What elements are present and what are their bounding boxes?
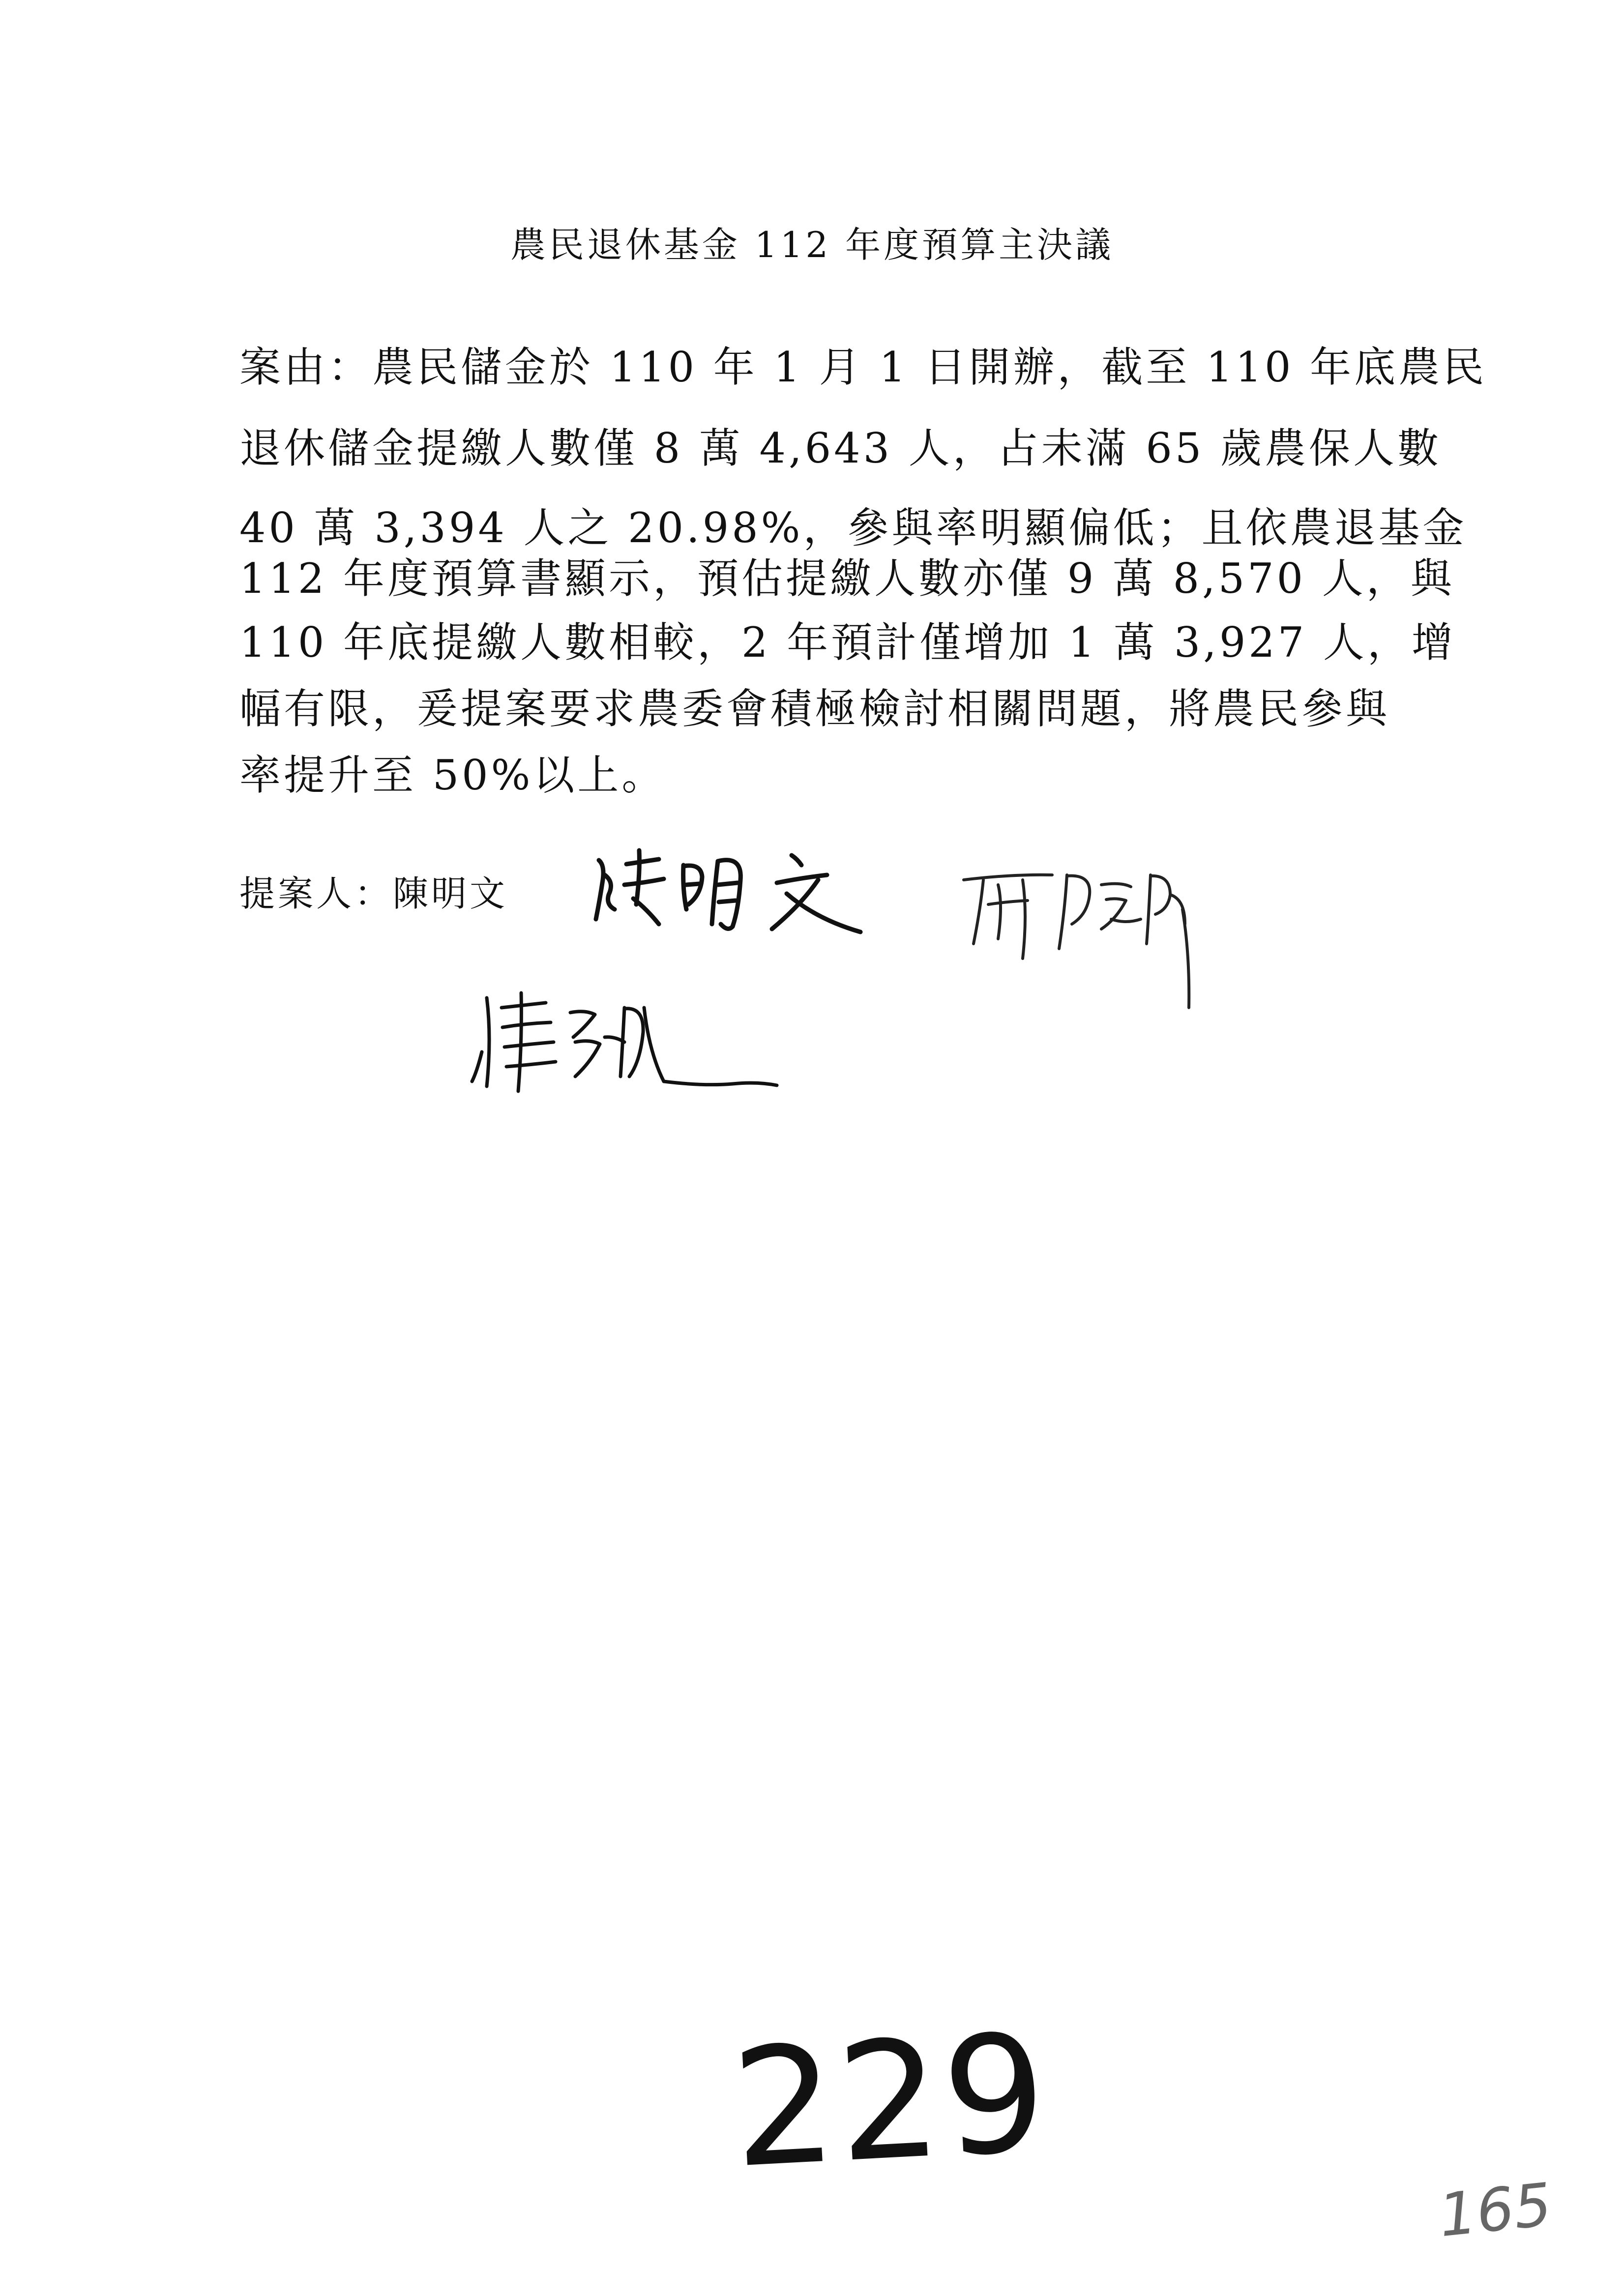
handwritten-signature-2 <box>954 845 1229 1032</box>
body-line: 幅有限，爰提案要求農委會積極檢討相關問題，將農民參與 <box>239 685 1390 733</box>
handwritten-signature-1 <box>585 836 900 954</box>
body-line: 率提升至 50%以上。 <box>239 751 666 799</box>
proposer-label: 提案人：陳明文 <box>239 873 508 914</box>
handwritten-signature-3 <box>457 978 792 1106</box>
body-line: 案由：農民儲金於 110 年 1 月 1 日開辦，截至 110 年底農民 <box>239 343 1487 391</box>
document-title: 農民退休基金 112 年度預算主決議 <box>510 224 1114 265</box>
handwritten-page-number: 229 <box>728 1999 1053 2204</box>
body-line: 112 年度預算書顯示，預估提繳人數亦僅 9 萬 8,570 人，與 <box>239 554 1455 603</box>
body-line: 退休儲金提繳人數僅 8 萬 4,643 人，占未滿 65 歲農保人數 <box>239 424 1442 472</box>
body-line: 110 年底提繳人數相較，2 年預計僅增加 1 萬 3,927 人，增 <box>239 618 1456 667</box>
body-line: 40 萬 3,394 人之 20.98%，參與率明顯偏低；且依農退基金 <box>239 504 1467 552</box>
pencil-folio-number: 165 <box>1436 2171 1555 2251</box>
